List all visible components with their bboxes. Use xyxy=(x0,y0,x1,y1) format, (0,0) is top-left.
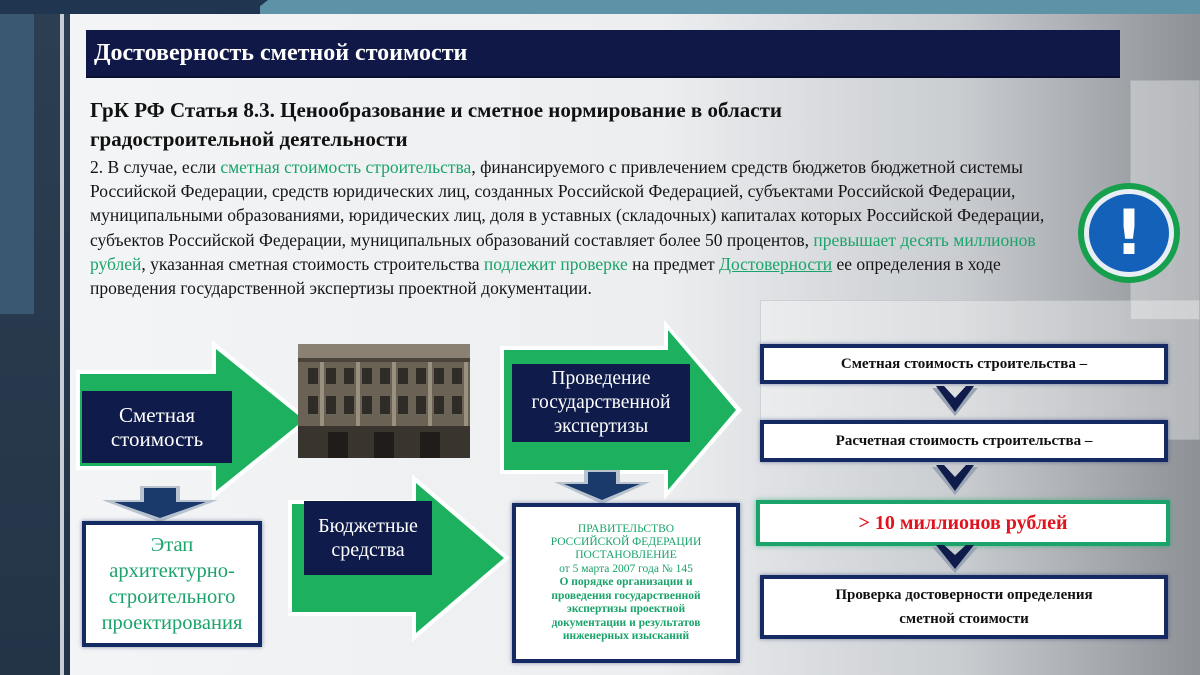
chain-threshold-box xyxy=(756,500,1170,546)
paragraph-text: , финансируемого с привлечением средств бюджетов бюджетной системы Российской Федерации, средств юридических лиц, созданных Российской Федерацией, субъектами Российской Федерации, муниципальными образованиями, юридических лиц, доля в уставных (складочных) капиталах которых Российской Федерации, субъектов Российской Федерации, муниципальных образований составляет более 50 процентов, xyxy=(90,157,1045,250)
estimate-cost-line1: Сметная xyxy=(118,403,195,427)
paragraph-text: 2. В случае, если xyxy=(90,157,221,177)
decree-line: О порядке организации и xyxy=(559,576,693,589)
paragraph-text: ее определения в ходе проведения государственной экспертизы проектной документации. xyxy=(90,253,1001,299)
decree-line: РОССИЙСКОЙ ФЕДЕРАЦИИ xyxy=(550,536,702,549)
design-stage-box xyxy=(82,521,262,647)
highlight-subject-to-check: подлежит проверке xyxy=(483,253,628,274)
government-decree-box xyxy=(512,503,740,663)
chain-step4-line2: сметной стоимости xyxy=(899,611,1029,627)
article-title xyxy=(90,96,870,154)
budget-funds-line2: средства xyxy=(331,539,405,561)
government-building-photo xyxy=(298,344,470,458)
article-paragraph xyxy=(90,155,1080,300)
paragraph-text: на предмет xyxy=(627,253,720,274)
design-stage-line3: строительного xyxy=(108,586,236,608)
design-stage-line2: архитектурно- xyxy=(109,560,235,582)
estimate-cost-box xyxy=(82,391,232,463)
top-band-wedge xyxy=(250,0,268,14)
chain-step2-text: Расчетная стоимость строительства – xyxy=(835,432,1093,449)
decree-line: ПОСТАНОВЛЕНИЕ xyxy=(575,549,677,562)
exclamation-icon xyxy=(1078,183,1180,283)
state-expertise-line3: экспертизы xyxy=(553,416,649,437)
decree-line: ПРАВИТЕЛЬСТВО xyxy=(577,522,675,535)
design-stage-line4: проектирования xyxy=(101,612,243,634)
chain-step3-text: > 10 миллионов рублей xyxy=(858,511,1068,534)
estimate-cost-line2: стоимость xyxy=(110,427,204,451)
chain-estimate-cost-box xyxy=(760,344,1168,384)
budget-funds-box xyxy=(304,501,432,575)
budget-funds-line1: Бюджетные xyxy=(318,515,418,537)
chevron-down-icon xyxy=(930,384,980,423)
paragraph-text: , указанная сметная стоимость строительства xyxy=(141,253,484,274)
chain-verification-box xyxy=(760,575,1168,639)
decree-line: документации и результатов xyxy=(551,616,701,629)
design-stage-line1: Этап xyxy=(150,534,194,556)
highlight-estimate-cost: сметная стоимость строительства xyxy=(220,157,472,177)
exclamation-glyph: ! xyxy=(1089,194,1169,272)
chain-calculated-cost-box xyxy=(760,420,1168,462)
chevron-down-icon xyxy=(930,463,980,502)
building-image xyxy=(298,344,470,458)
state-expertise-box xyxy=(512,364,690,442)
decree-line: экспертизы проектной xyxy=(566,603,686,616)
decree-line: проведения государственной xyxy=(551,589,701,602)
decree-line: инженерных изысканий xyxy=(562,629,690,642)
highlight-ten-million: превышает десять миллионов рублей xyxy=(90,229,1036,274)
state-expertise-line2: государственной xyxy=(531,392,671,413)
slide-title: Достоверность сметной стоимости xyxy=(86,30,1120,78)
article-title-line2: градостроительной деятельности xyxy=(90,127,408,151)
decree-line: от 5 марта 2007 года № 145 xyxy=(559,562,693,575)
chain-step4-line1: Проверка достоверности определения xyxy=(835,587,1093,603)
top-band-dark xyxy=(0,0,260,14)
highlight-reliability: Достоверности xyxy=(719,253,833,274)
chain-step1-text: Сметная стоимость строительства – xyxy=(840,355,1088,372)
article-title-line1: ГрК РФ Статья 8.3. Ценообразование и сметное нормирование в области xyxy=(90,98,782,122)
left-strip-accent xyxy=(0,14,34,314)
state-expertise-line1: Проведение xyxy=(551,368,651,389)
